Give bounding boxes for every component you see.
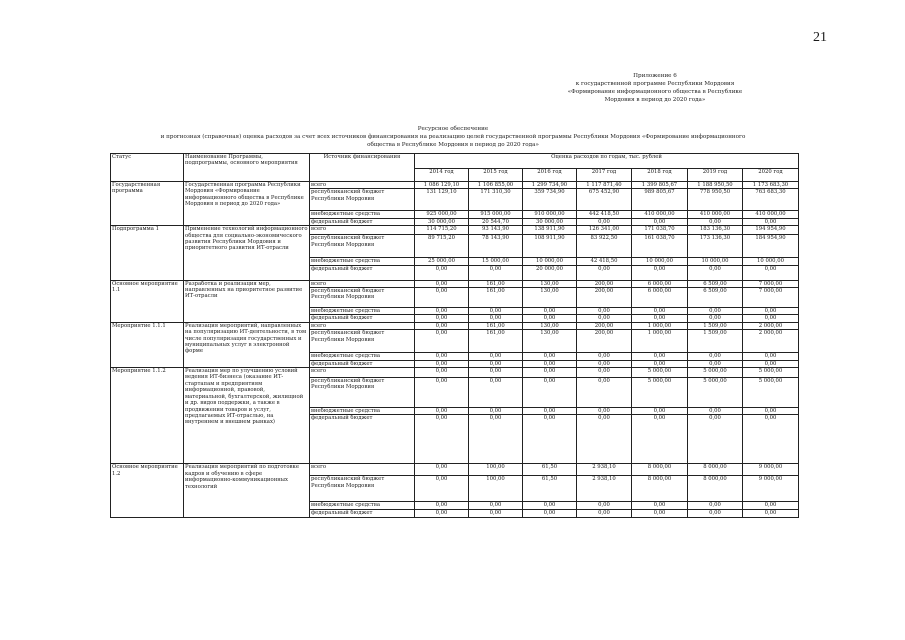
value-cell: 78 143,90 [469, 235, 523, 258]
value-cell: 0,00 [415, 353, 469, 360]
value-cell: 6 000,00 [632, 288, 688, 308]
value-cell: 130,00 [523, 280, 577, 287]
value-cell: 1 509,00 [688, 330, 743, 353]
resource-table [110, 153, 799, 518]
appendix-line: Приложение 6 [633, 73, 677, 79]
value-cell: 0,00 [577, 378, 632, 408]
value-cell: 763 683,30 [743, 189, 799, 211]
value-cell: 0,00 [743, 360, 799, 367]
value-cell: 0,00 [523, 360, 577, 367]
value-cell: 0,00 [523, 315, 577, 322]
value-cell: 0,00 [688, 315, 743, 322]
value-cell: 138 911,90 [523, 226, 577, 235]
value-cell: 0,00 [469, 415, 523, 464]
source-cell: республиканский бюджет Республики Мордовия [310, 330, 415, 353]
value-cell: 93 143,90 [469, 226, 523, 235]
value-cell: 0,00 [688, 415, 743, 464]
value-cell: 0,00 [523, 353, 577, 360]
status-cell: Мероприятие 1.1.1 [111, 322, 184, 367]
table-body [111, 182, 799, 518]
value-cell: 0,00 [469, 408, 523, 415]
value-cell: 9 000,00 [743, 476, 799, 502]
value-cell: 161 038,70 [632, 235, 688, 258]
name-cell: Реализация мероприятий, направленных на популяризацию ИТ-деятельности, в том числе популяризация государственных и муниципальных услуг в электронной форме [184, 322, 310, 367]
value-cell: 0,00 [415, 510, 469, 518]
value-cell: 2 938,10 [577, 464, 632, 476]
value-cell: 0,00 [523, 502, 577, 510]
value-cell: 0,00 [469, 265, 523, 280]
value-cell: 20 544,70 [469, 218, 523, 225]
value-cell: 0,00 [415, 360, 469, 367]
value-cell: 0,00 [415, 322, 469, 329]
value-cell: 194 954,90 [743, 226, 799, 235]
value-cell: 0,00 [688, 360, 743, 367]
value-cell: 5 000,00 [688, 378, 743, 408]
status-cell: Основное мероприятие 1.1 [111, 280, 184, 322]
value-cell: 5 000,00 [632, 368, 688, 378]
value-cell: 30 000,00 [523, 218, 577, 225]
value-cell: 100,00 [469, 464, 523, 476]
table-row [111, 464, 799, 476]
value-cell: 114 715,20 [415, 226, 469, 235]
value-cell: 0,00 [415, 408, 469, 415]
value-cell: 442 418,50 [577, 211, 632, 218]
value-cell: 0,00 [632, 265, 688, 280]
value-cell: 200,00 [577, 322, 632, 329]
value-cell: 0,00 [577, 408, 632, 415]
value-cell: 1 086 129,10 [415, 182, 469, 189]
source-cell: федеральный бюджет [310, 360, 415, 367]
value-cell: 0,00 [577, 368, 632, 378]
value-cell: 0,00 [577, 502, 632, 510]
value-cell: 0,00 [688, 353, 743, 360]
name-cell: Реализация мер по улучшению условий ведения ИТ-бизнеса (оказание ИТ-стартапам и предприятиям информационной, правовой, материальной, бухгалтерской, жилищной и др. видов поддержки, а также в продвижении товаров и услуг, предлагаемых ИТ-отраслью, на внутреннем и внешнем рынках) [184, 368, 310, 464]
table-row [111, 280, 799, 287]
value-cell: 0,00 [688, 218, 743, 225]
value-cell: 0,00 [415, 288, 469, 308]
document-title [108, 125, 798, 149]
value-cell: 0,00 [415, 265, 469, 280]
value-cell: 30 000,00 [415, 218, 469, 225]
value-cell: 2 000,00 [743, 330, 799, 353]
value-cell: 0,00 [743, 510, 799, 518]
value-cell: 6 000,00 [632, 280, 688, 287]
value-cell: 8 000,00 [632, 464, 688, 476]
value-cell: 0,00 [415, 368, 469, 378]
value-cell: 989 805,67 [632, 189, 688, 211]
source-cell: федеральный бюджет [310, 315, 415, 322]
header-year: 2019 год [688, 169, 743, 182]
value-cell: 0,00 [415, 464, 469, 476]
value-cell: 7 000,00 [743, 280, 799, 287]
value-cell: 0,00 [469, 308, 523, 315]
title-line: общества в Республике Мордовия в период до 2020 года» [367, 142, 539, 148]
value-cell: 0,00 [577, 360, 632, 367]
source-cell: республиканский бюджет Республики Мордовия [310, 476, 415, 502]
value-cell: 0,00 [743, 315, 799, 322]
page-number: 21 [813, 30, 827, 45]
value-cell: 8 000,00 [688, 464, 743, 476]
value-cell: 0,00 [632, 510, 688, 518]
header-status: Статус [111, 154, 184, 182]
name-cell: Реализация мероприятий по подготовке кадров и обучению в сфере информационно-коммуникационных технологий [184, 464, 310, 518]
value-cell: 130,00 [523, 322, 577, 329]
value-cell: 0,00 [632, 408, 688, 415]
value-cell: 0,00 [415, 315, 469, 322]
value-cell: 0,00 [743, 308, 799, 315]
value-cell: 0,00 [632, 308, 688, 315]
value-cell: 0,00 [743, 353, 799, 360]
value-cell: 778 950,50 [688, 189, 743, 211]
appendix-line: «Формирование информационного общества в Республике [567, 89, 743, 95]
value-cell: 130,00 [523, 288, 577, 308]
value-cell: 6 509,00 [688, 280, 743, 287]
source-cell: внебюджетные средства [310, 502, 415, 510]
value-cell: 1 299 734,90 [523, 182, 577, 189]
value-cell: 915 000,00 [469, 211, 523, 218]
source-cell: федеральный бюджет [310, 218, 415, 225]
value-cell: 0,00 [632, 360, 688, 367]
value-cell: 42 418,50 [577, 258, 632, 265]
value-cell: 184 954,90 [743, 235, 799, 258]
status-cell: Мероприятие 1.1.2 [111, 368, 184, 464]
value-cell: 0,00 [415, 415, 469, 464]
value-cell: 10 000,00 [632, 258, 688, 265]
source-cell: федеральный бюджет [310, 415, 415, 464]
header-name: Наименование Программы, подпрограммы, основного мероприятия [184, 154, 310, 182]
value-cell: 10 000,00 [688, 258, 743, 265]
value-cell: 0,00 [415, 330, 469, 353]
status-cell: Государственная программа [111, 182, 184, 226]
source-cell: всего [310, 226, 415, 235]
value-cell: 410 000,00 [688, 211, 743, 218]
appendix-line: к государственной программе Республики Мордовия [575, 81, 735, 87]
source-cell: республиканский бюджет Республики Мордовия [310, 189, 415, 211]
value-cell: 0,00 [632, 353, 688, 360]
source-cell: внебюджетные средства [310, 211, 415, 218]
value-cell: 1 117 871,40 [577, 182, 632, 189]
appendix-note [540, 72, 770, 104]
value-cell: 0,00 [469, 368, 523, 378]
title-line: Ресурсное обеспечение [417, 126, 489, 132]
value-cell: 0,00 [469, 378, 523, 408]
value-cell: 183 136,30 [688, 226, 743, 235]
value-cell: 925 000,00 [415, 211, 469, 218]
value-cell: 410 000,00 [743, 211, 799, 218]
value-cell: 0,00 [577, 218, 632, 225]
value-cell: 61,50 [523, 476, 577, 502]
value-cell: 0,00 [632, 415, 688, 464]
header-year: 2017 год [577, 169, 632, 182]
value-cell: 0,00 [523, 378, 577, 408]
value-cell: 0,00 [469, 502, 523, 510]
value-cell: 0,00 [469, 315, 523, 322]
source-cell: внебюджетные средства [310, 408, 415, 415]
value-cell: 8 000,00 [632, 476, 688, 502]
value-cell: 200,00 [577, 330, 632, 353]
header-year: 2016 год [523, 169, 577, 182]
value-cell: 0,00 [688, 510, 743, 518]
value-cell: 0,00 [632, 502, 688, 510]
value-cell: 0,00 [577, 308, 632, 315]
value-cell: 0,00 [743, 265, 799, 280]
value-cell: 1 000,00 [632, 330, 688, 353]
value-cell: 20 000,00 [523, 265, 577, 280]
value-cell: 9 000,00 [743, 464, 799, 476]
value-cell: 171 038,70 [632, 226, 688, 235]
value-cell: 0,00 [577, 510, 632, 518]
value-cell: 7 000,00 [743, 288, 799, 308]
value-cell: 0,00 [523, 368, 577, 378]
status-cell: Основное мероприятие 1.2 [111, 464, 184, 518]
value-cell: 1 173 683,30 [743, 182, 799, 189]
value-cell: 0,00 [415, 308, 469, 315]
value-cell: 1 000,00 [632, 322, 688, 329]
value-cell: 8 000,00 [688, 476, 743, 502]
header-year: 2020 год [743, 169, 799, 182]
value-cell: 0,00 [688, 502, 743, 510]
value-cell: 0,00 [577, 353, 632, 360]
value-cell: 5 000,00 [743, 368, 799, 378]
source-cell: всего [310, 368, 415, 378]
value-cell: 0,00 [523, 308, 577, 315]
value-cell: 0,00 [415, 378, 469, 408]
header-year: 2015 год [469, 169, 523, 182]
source-cell: республиканский бюджет Республики Мордовия [310, 288, 415, 308]
value-cell: 359 734,90 [523, 189, 577, 211]
value-cell: 171 310,30 [469, 189, 523, 211]
value-cell: 25 000,00 [415, 258, 469, 265]
value-cell: 0,00 [415, 502, 469, 510]
value-cell: 0,00 [743, 502, 799, 510]
value-cell: 0,00 [688, 265, 743, 280]
value-cell: 0,00 [415, 280, 469, 287]
value-cell: 161,00 [469, 280, 523, 287]
table-row [111, 322, 799, 329]
source-cell: всего [310, 280, 415, 287]
source-cell: внебюджетные средства [310, 353, 415, 360]
value-cell: 0,00 [523, 510, 577, 518]
value-cell: 5 000,00 [632, 378, 688, 408]
value-cell: 675 452,90 [577, 189, 632, 211]
source-cell: всего [310, 464, 415, 476]
table-row [111, 368, 799, 378]
value-cell: 161,00 [469, 288, 523, 308]
source-cell: федеральный бюджет [310, 510, 415, 518]
value-cell: 910 000,00 [523, 211, 577, 218]
value-cell: 108 911,90 [523, 235, 577, 258]
value-cell: 1 399 805,67 [632, 182, 688, 189]
source-cell: федеральный бюджет [310, 265, 415, 280]
value-cell: 130,00 [523, 330, 577, 353]
value-cell: 2 938,10 [577, 476, 632, 502]
value-cell: 61,50 [523, 464, 577, 476]
value-cell: 131 129,10 [415, 189, 469, 211]
value-cell: 5 000,00 [743, 378, 799, 408]
value-cell: 89 715,20 [415, 235, 469, 258]
value-cell: 0,00 [577, 315, 632, 322]
value-cell: 200,00 [577, 280, 632, 287]
value-cell: 161,00 [469, 322, 523, 329]
status-cell: Подпрограмма 1 [111, 226, 184, 280]
value-cell: 126 341,00 [577, 226, 632, 235]
header-year: 2014 год [415, 169, 469, 182]
source-cell: внебюджетные средства [310, 258, 415, 265]
value-cell: 173 136,30 [688, 235, 743, 258]
value-cell: 5 000,00 [688, 368, 743, 378]
header-source: Источник финансирования [310, 154, 415, 182]
name-cell: Разработка и реализация мер, направленных на приоритетное развитие ИТ-отрасли [184, 280, 310, 322]
value-cell: 100,00 [469, 476, 523, 502]
value-cell: 15 000,00 [469, 258, 523, 265]
value-cell: 0,00 [469, 360, 523, 367]
source-cell: внебюджетные средства [310, 308, 415, 315]
value-cell: 10 000,00 [743, 258, 799, 265]
value-cell: 0,00 [577, 415, 632, 464]
value-cell: 6 509,00 [688, 288, 743, 308]
value-cell: 161,00 [469, 330, 523, 353]
value-cell: 2 000,00 [743, 322, 799, 329]
value-cell: 0,00 [469, 353, 523, 360]
value-cell: 0,00 [523, 408, 577, 415]
value-cell: 10 000,00 [523, 258, 577, 265]
header-estimate: Оценка расходов по годам, тыс. рублей [415, 154, 799, 169]
value-cell: 0,00 [523, 415, 577, 464]
table-row [111, 182, 799, 189]
value-cell: 83 922,50 [577, 235, 632, 258]
appendix-line: Мордовия в период до 2020 года» [604, 97, 706, 103]
value-cell: 1 509,00 [688, 322, 743, 329]
value-cell: 200,00 [577, 288, 632, 308]
table-row [111, 226, 799, 235]
value-cell: 0,00 [743, 218, 799, 225]
value-cell: 0,00 [577, 265, 632, 280]
value-cell: 0,00 [743, 415, 799, 464]
value-cell: 0,00 [469, 510, 523, 518]
value-cell: 410 000,00 [632, 211, 688, 218]
source-cell: республиканский бюджет Республики Мордовия [310, 235, 415, 258]
value-cell: 0,00 [688, 308, 743, 315]
value-cell: 0,00 [415, 476, 469, 502]
value-cell: 1 106 855,00 [469, 182, 523, 189]
source-cell: всего [310, 322, 415, 329]
value-cell: 1 188 950,50 [688, 182, 743, 189]
value-cell: 0,00 [688, 408, 743, 415]
value-cell: 0,00 [743, 408, 799, 415]
value-cell: 0,00 [632, 218, 688, 225]
source-cell: республиканский бюджет Республики Мордовия [310, 378, 415, 408]
source-cell: всего [310, 182, 415, 189]
name-cell: Применение технологий информационного общества для социально-экономического развития Республики Мордовия и приоритетного развития ИТ-отрасли [184, 226, 310, 280]
value-cell: 0,00 [632, 315, 688, 322]
header-year: 2018 год [632, 169, 688, 182]
name-cell: Государственная программа Республики Мордовия «Формирование информационного общества в Республике Мордовия в период до 2020 года» [184, 182, 310, 226]
title-line: и прогнозная (справочная) оценка расходов за счет всех источников финансирования на реализацию целей государственной программы Республики Мордовия «Формирование информационного [160, 134, 746, 140]
